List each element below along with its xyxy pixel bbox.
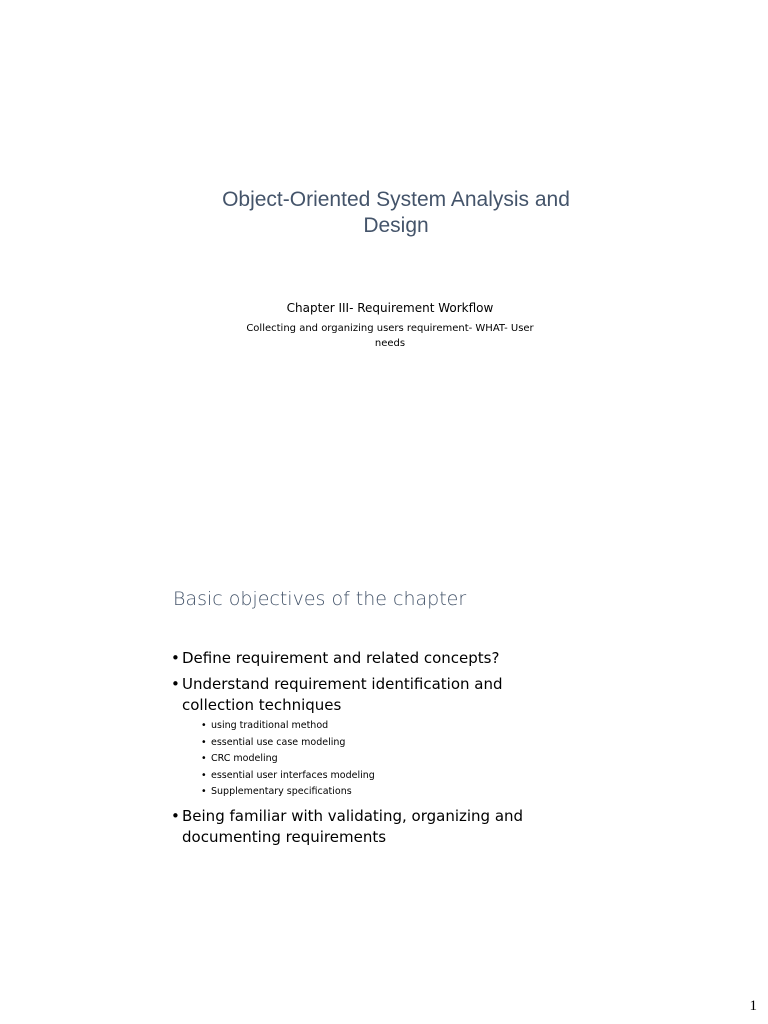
chapter-subtitle (200, 321, 580, 351)
bullet-icon: • (171, 806, 180, 825)
sub-bullet-icon: • (201, 736, 207, 748)
technique-text: essential user interfaces modeling (211, 769, 375, 781)
technique-item (182, 768, 591, 785)
technique-item (182, 718, 591, 735)
sub-bullet-icon: • (201, 786, 207, 797)
chapter-subtitle-line1: Collecting and organizing users requirement- WHAT- User (246, 323, 534, 334)
chapter-title: Chapter III- Requirement Workflow (286, 301, 494, 315)
bullet-icon: • (171, 649, 180, 667)
objective-item (171, 648, 591, 669)
technique-text: using traditional method (211, 720, 329, 731)
objective-text: Understand requirement identification and (182, 675, 503, 693)
presentation-title-line2: Design (363, 214, 429, 237)
technique-item (182, 784, 591, 801)
technique-item (182, 735, 591, 752)
page-number: 1 (749, 998, 757, 1014)
technique-text: CRC modeling (211, 753, 278, 764)
presentation-title-line1: Object-Oriented System Analysis and (222, 188, 570, 211)
objective-text: Being familiar with validating, organizing and (182, 806, 524, 825)
objective-text: documenting requirements (182, 827, 387, 846)
technique-item (182, 751, 591, 768)
objective-item (171, 674, 591, 801)
sub-bullet-icon: • (201, 769, 207, 781)
technique-text: essential use case modeling (211, 736, 346, 748)
chapter-subtitle-line2: needs (374, 338, 406, 349)
bullet-icon: • (171, 675, 180, 693)
presentation-title (180, 187, 612, 239)
technique-list (182, 718, 591, 801)
objective-text: collection techniques (182, 696, 342, 714)
objectives-list (171, 648, 591, 853)
sub-bullet-icon: • (201, 720, 207, 731)
technique-text: Supplementary specifications (211, 786, 352, 797)
sub-bullet-icon: • (201, 753, 207, 764)
objectives-heading: Basic objectives of the chapter (173, 588, 467, 610)
objective-item (171, 806, 591, 848)
objective-text: Define requirement and related concepts? (182, 649, 500, 667)
